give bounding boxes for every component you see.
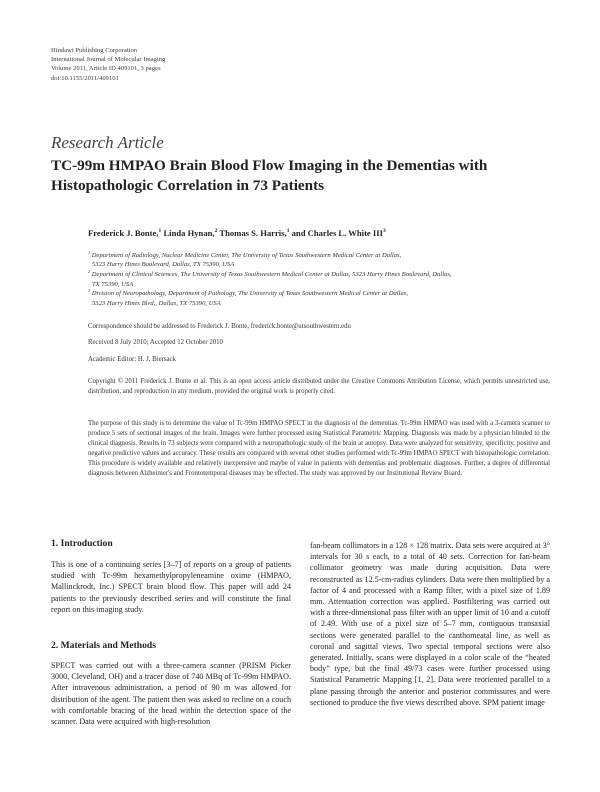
author-affiliation-mark: 3 <box>382 228 386 235</box>
affiliation-line: 5323 Harry Hines Blvd., Dallas, TX 75390, USA <box>92 299 221 307</box>
affiliation-line: Division of Neuropathology, Department of Pathology, The University of Texas Southwestern Medical Center at Dallas, <box>91 290 408 298</box>
volume-info: Volume 2011, Article ID 409101, 3 pages <box>51 65 161 73</box>
doi[interactable]: doi:10.1155/2011/409101 <box>51 74 119 82</box>
section-heading-methods: 2. Materials and Methods <box>51 640 156 651</box>
affiliation-line: 5323 Harry Hines Boulevard, Dallas, TX 75390, USA <box>92 261 235 269</box>
publisher: Hindawi Publishing Corporation <box>51 47 138 54</box>
author: Thomas S. Harris, <box>219 228 287 238</box>
affiliation-line: Department of Radiology, Nuclear Medicine Center, The University of Texas Southwestern Medical Center at Dallas, <box>91 252 402 259</box>
author: Frederick J. Bonte, <box>88 228 159 238</box>
section-heading-introduction: 1. Introduction <box>51 538 113 549</box>
received-dates: Received 8 July 2010; Accepted 12 October 2010 <box>88 339 223 346</box>
author-affiliation-mark: 2 <box>214 228 218 235</box>
affiliation <box>88 270 558 289</box>
abstract: The purpose of this study is to determine the value of Tc-99m HMPAO SPECT in the diagnosis of the dementias. Tc-99m HMPAO was used with a 3-camera scanner to produce 5 sets of sectional images of the brain. Images were further processed using Statistical Parametric Mapping. Diagnosis was made by a physician blinded to the clinical diagnosis. Results in 73 subjects were compared with a neuropathologic study of the brain at autopsy. Data were analyzed for sensitivity, specificity, positive and negative predictive values and accuracy. These results are compared with several other studies performed with Tc-99m HMPAO SPECT with histopathologic correlation. This procedure is widely available and relatively inexpensive and maybe of value in patients with dementias and problematic diagnoses. Further, a degree of differential diagnosis between Alzheimer's and Frontotemporal diseases may be effected. The study was approved by our Institutional Review Board. <box>88 420 550 477</box>
journal-name: International Journal of Molecular Imaging <box>51 56 166 64</box>
copyright-notice: Copyright © 2011 Frederick J. Bonte et al. This is an open access article distributed under the Creative Commons Attribution License, which permits unrestricted use, distribution, and reproduction in any medium, provided the original work is properly cited. <box>88 378 550 395</box>
journal-info <box>51 46 165 83</box>
author-list <box>88 228 386 238</box>
introduction-paragraph: This is one of a continuing series [3–7] of reports on a group of patients studied with Tc-99m hexamethylpropyleneamine oxime (HMPAO, Mallinckrodt, Inc.) SPECT brain blood flow. This paper will add 24 patients to the previously described series and will constitute the final report on this imaging study. <box>51 560 291 614</box>
academic-editor: Academic Editor: H. J. Biersack <box>88 356 176 363</box>
affiliation <box>88 289 558 308</box>
affiliation-line: TX 75390, USA <box>92 280 134 288</box>
author-affiliation-mark: 1 <box>158 228 162 235</box>
author-affiliation-mark: 1 <box>286 228 290 235</box>
author: Linda Hynan, <box>163 228 215 238</box>
affiliation-number: 2 <box>88 268 91 274</box>
author-separator: and <box>289 228 308 238</box>
author: Charles L. White III <box>307 228 383 238</box>
affiliation-line: Department of Clinical Sciences, The University of Texas Southwestern Medical Center at Dallas, 5323 Harry Hines Boulevard, Dallas, <box>91 271 452 279</box>
article-title: TC-99m HMPAO Brain Blood Flow Imaging in the Dementias with Histopathologic Correlation in 73 Patients <box>51 157 488 194</box>
affiliations <box>88 251 558 308</box>
affiliation-number: 1 <box>88 249 91 255</box>
affiliation <box>88 251 558 270</box>
article-type: Research Article <box>51 133 164 152</box>
correspondence: Correspondence should be addressed to Frederick J. Bonte, frederick.bonte@utsouthwestern.edu <box>88 323 351 330</box>
methods-paragraph: SPECT was carried out with a three-camera scanner (PRISM Picker 3000, Cleveland, OH) and a tracer dose of 740 MBq of Tc-99m HMPAO. After intravenous administration, a period of 90 m was allowed for distribution of the agent. The patient then was asked to recline on a couch with comfortable bracing of the head within the detection space of the scanner. Data were acquired with high-resolution <box>51 661 291 727</box>
methods-paragraph-continued: fan-beam collimators in a 128 × 128 matrix. Data sets were acquired at 3° intervals for 30 s each, to a total of 40 sets. Correction for fan-beam collimator geometry was made during acquisition. Data were reconstructed as 12.5-cm-radius cylinders. Data were then multiplied by a factor of 4 and processed with a Ramp filter, with a pixel size of 1.89 mm. Attenuation correction was applied. Postfiltering was carried out with a three-dimensional pass filter with an upper limit of 10 and a cutoff of 2.49. With use of a pixel size of 5–7 mm, contiguous transaxial sections were generated parallel to the canthomeatal line, as well as coronal and sagittal views. Two special temporal sections were also generated. Initially, scans were displayed in a color scale of the “heated body” type, but the final 49/73 cases were further processed using Statistical Parametric Mapping [1, 2]. Data were reoriented parallel to a plane passing through the anterior and posterior commissures and were sectioned to produce the five views described above. SPM patient image <box>310 541 550 707</box>
affiliation-number: 3 <box>88 288 91 294</box>
